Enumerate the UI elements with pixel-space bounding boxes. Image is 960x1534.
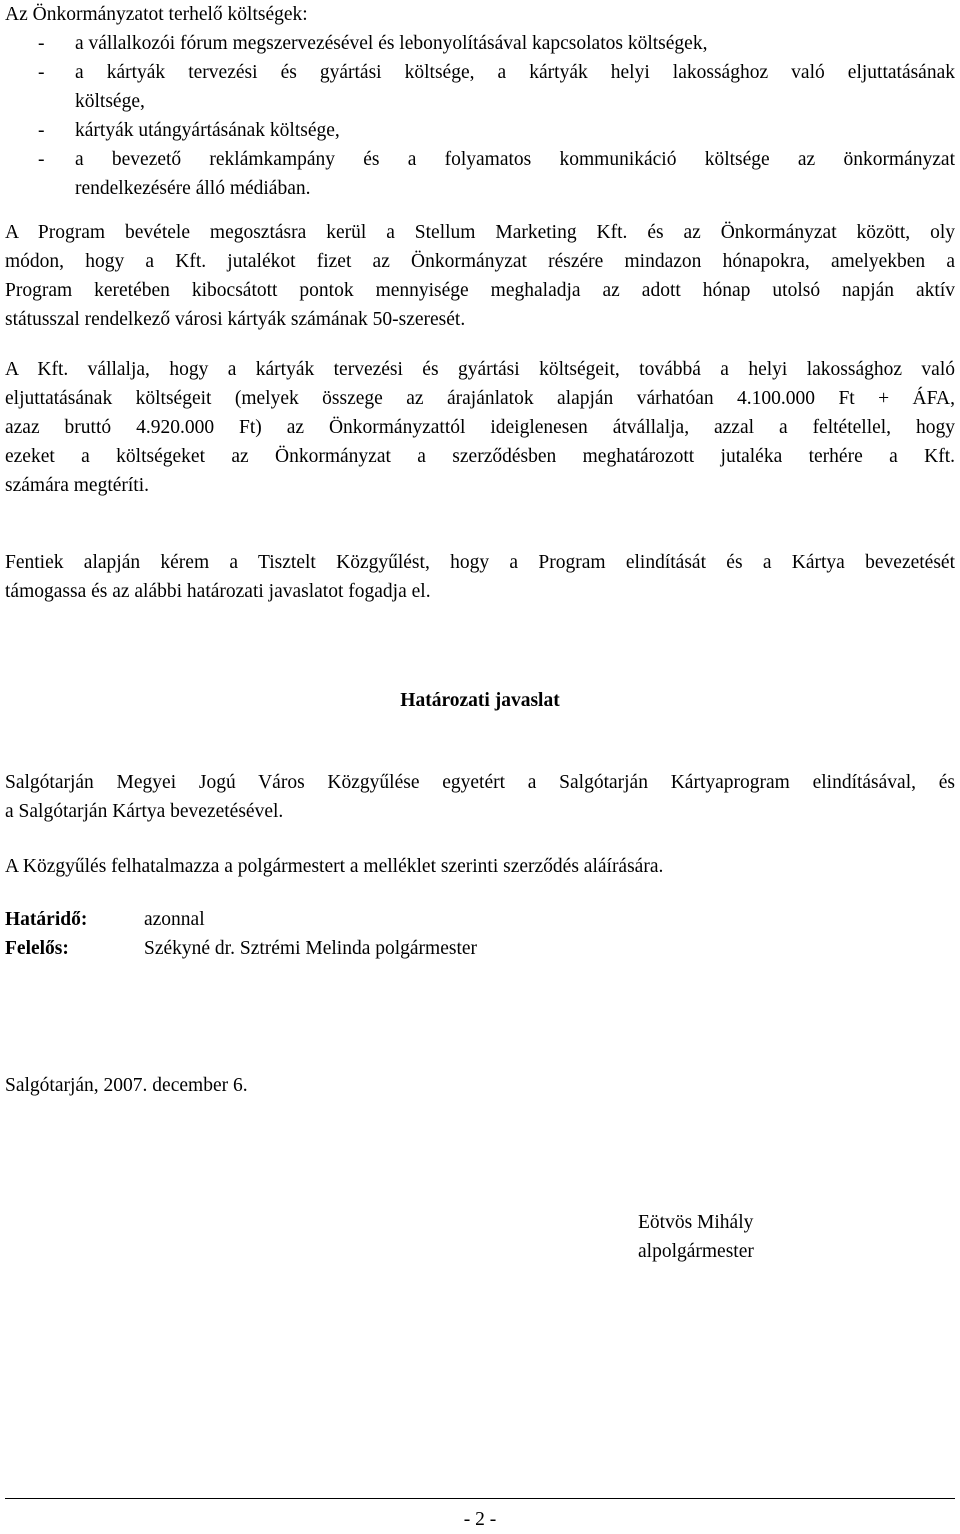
costs-section [5,0,955,203]
deadline-label: Határidő: [5,909,88,930]
list-bullet: - [38,33,45,54]
deadline-block [5,905,955,963]
list-item [5,145,955,174]
paragraph-line: a Salgótarján Kártya bevezetésével. [5,801,284,822]
list-item-text: rendelkezésére álló médiában. [75,178,311,199]
list-item-text: a bevezető reklámkampány és a folyamatos kommunikáció költsége az önkormányzat [75,149,955,170]
deadline-row [5,905,955,934]
paragraph-line: A Közgyűlés felhatalmazza a polgármestert a melléklet szerinti szerződés aláírására. [5,856,664,877]
resolution-heading: Határozati javaslat [400,690,560,711]
paragraph-line: azaz bruttó 4.920.000 Ft) az Önkormányzattól ideiglenesen átvállalja, azzal a feltétellel, hogy [5,417,955,438]
place-date: Salgótarján, 2007. december 6. [5,1075,248,1096]
paragraph-line: Fentiek alapján kérem a Tisztelt Közgyűlést, hogy a Program elindítását és a Kártya bevezetését [5,552,955,573]
list-bullet: - [38,120,45,141]
signature-block [638,1208,754,1266]
signatory-name: Eötvös Mihály [638,1212,754,1233]
paragraph-line: A Kft. vállalja, hogy a kártyák tervezési és gyártási költségeit, továbbá a helyi lakossághoz való [5,359,955,380]
resolution-paragraph [5,768,955,826]
paragraph-line: Salgótarján Megyei Jogú Város Közgyűlése egyetért a Salgótarján Kártyaprogram elindításával, és [5,772,955,793]
paragraph-line: A Program bevétele megosztásra kerül a Stellum Marketing Kft. és az Önkormányzat között, oly [5,222,955,243]
paragraph-line: módon, hogy a Kft. jutalékot fizet az Önkormányzat részére mindazon hónapokra, amelyekben a [5,251,955,272]
costs-heading: Az Önkormányzatot terhelő költségek: [5,4,308,25]
page-number: - 2 - [463,1509,497,1530]
list-item-text: a vállalkozói fórum megszervezésével és lebonyolításával kapcsolatos költségek, [75,33,708,54]
footer-divider [5,1498,955,1499]
list-bullet: - [38,62,45,83]
authorization-paragraph [5,852,955,881]
list-bullet: - [38,149,45,170]
list-item-text: a kártyák tervezési és gyártási költsége, a kártyák helyi lakossághoz való eljuttatásának [75,62,955,83]
deadline-value: azonnal [144,909,205,930]
list-item [5,29,955,58]
request-paragraph [5,548,955,606]
responsible-value: Székyné dr. Sztrémi Melinda polgármester [144,938,478,959]
list-item-text: kártyák utángyártásának költsége, [75,120,340,141]
paragraph-line: számára megtéríti. [5,475,150,496]
kft-paragraph [5,355,955,500]
paragraph-line: Program keretében kibocsátott pontok mennyisége meghaladja az adott hónap utolsó napján aktív [5,280,955,301]
responsible-row [5,934,955,963]
revenue-paragraph [5,218,955,334]
signatory-title: alpolgármester [638,1241,754,1262]
responsible-label: Felelős: [5,938,69,959]
list-item [5,58,955,87]
paragraph-line: státusszal rendelkező városi kártyák számának 50-szeresét. [5,309,466,330]
paragraph-line: ezeket a költségeket az Önkormányzat a szerződésben meghatározott jutaléka terhére a Kft. [5,446,955,467]
paragraph-line: eljuttatásának költségeit (melyek összege az árajánlatok alapján várhatóan 4.100.000 Ft + ÁFA, [5,388,955,409]
paragraph-line: támogassa és az alábbi határozati javaslatot fogadja el. [5,581,431,602]
list-item-text: költsége, [75,91,145,112]
list-item [5,116,955,145]
